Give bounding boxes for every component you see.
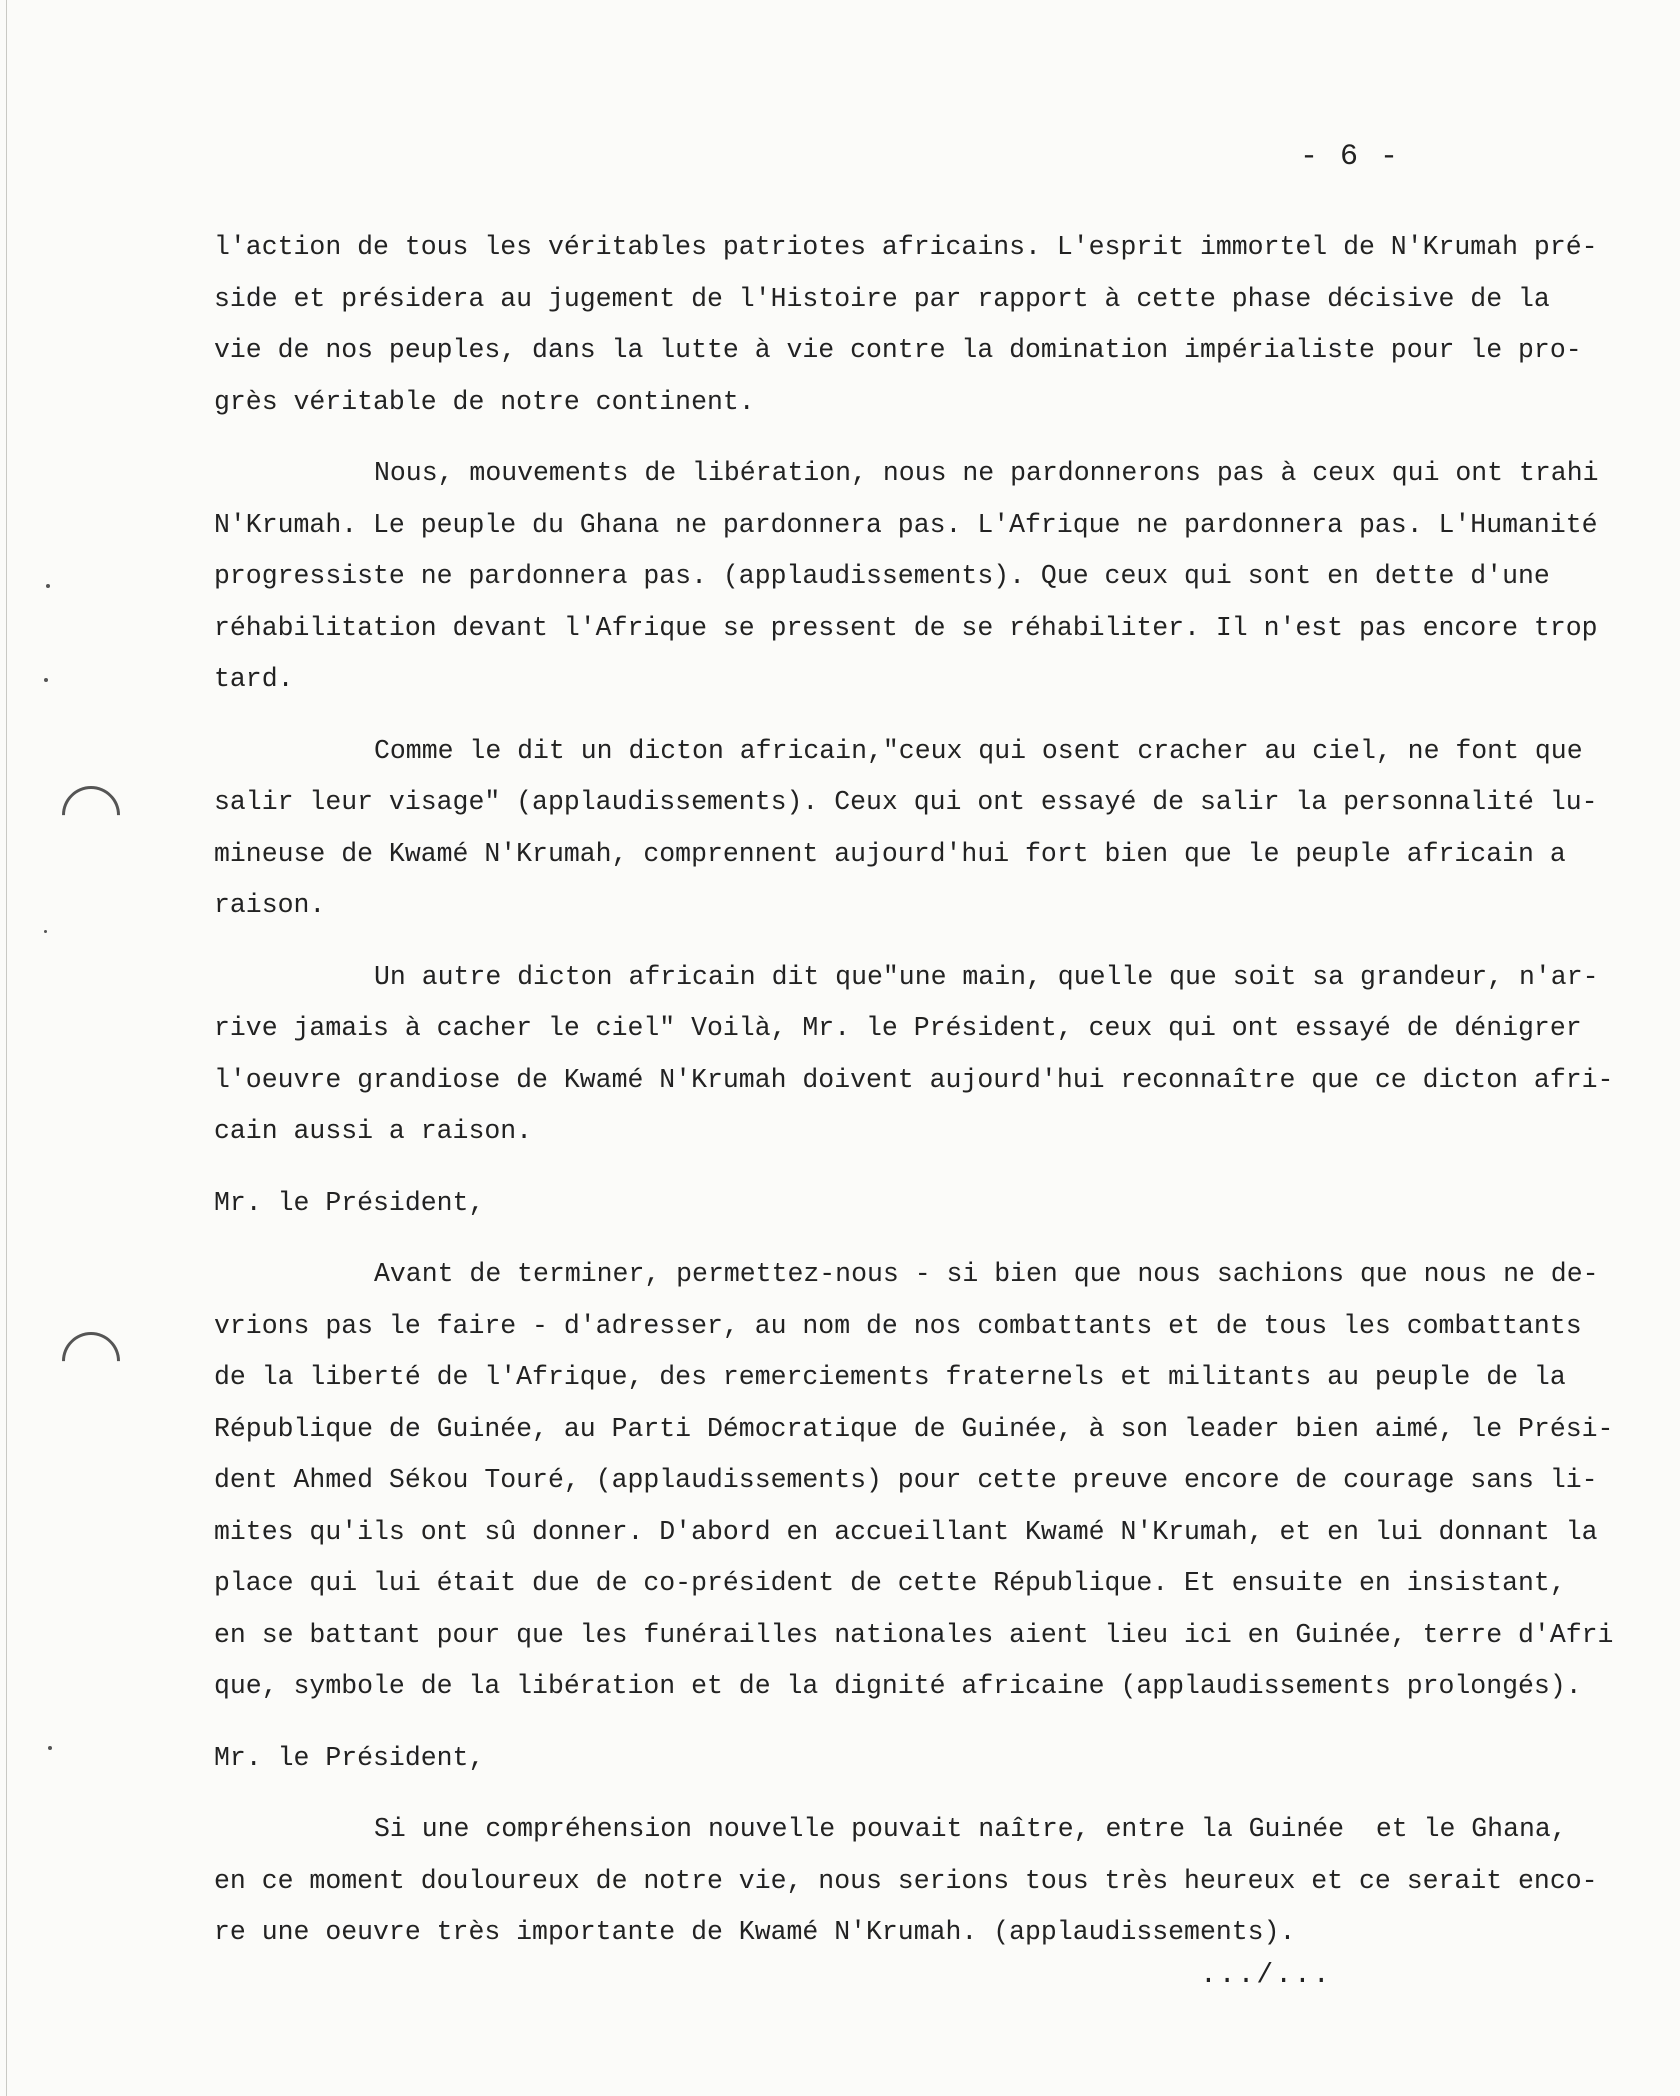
text-line: que, symbole de la libération et de la dignité africaine (applaudissements prolongés).	[214, 1671, 1582, 1701]
punch-hole-mark	[50, 774, 132, 856]
paragraph	[214, 222, 1604, 428]
text-line: cain aussi a raison.	[214, 1116, 533, 1146]
paragraph-spacer	[214, 932, 1604, 952]
text-line: en ce moment douloureux de notre vie, nous serions tous très heureux et ce serait enco-	[214, 1865, 1598, 1896]
paragraph	[214, 1249, 1614, 1713]
text-line: re une oeuvre très importante de Kwamé N'Krumah. (applaudissements).	[214, 1917, 1296, 1947]
text-line: en se battant pour que les funérailles nationales aient lieu ici en Guinée, terre d'Afri	[214, 1619, 1614, 1650]
text-line: salir leur visage" (applaudissements). Ceux qui ont essayé de salir la personnalité lu-	[214, 787, 1598, 817]
text-line: rive jamais à cacher le ciel" Voilà, Mr. le Président, ceux qui ont essayé de dénigrer	[214, 1013, 1582, 1043]
paragraph-spacer	[214, 1713, 1604, 1733]
text-line: mites qu'ils ont sû donner. D'abord en accueillant Kwamé N'Krumah, et en lui donnant la	[214, 1516, 1598, 1547]
text-line: vrions pas le faire - d'adresser, au nom de nos combattants et de tous les combattants	[214, 1310, 1582, 1341]
text-line: l'oeuvre grandiose de Kwamé N'Krumah doivent aujourd'hui reconnaître que ce dicton afri-	[214, 1064, 1614, 1095]
punch-hole-mark	[50, 1320, 132, 1402]
text-line: vie de nos peuples, dans la lutte à vie contre la domination impérialiste pour le pro-	[214, 335, 1582, 365]
text-line: tard.	[214, 664, 294, 694]
paragraph-spacer	[214, 1229, 1604, 1249]
paragraph	[214, 1178, 1604, 1230]
text-line: side et présidera au jugement de l'Histoire par rapport à cette phase décisive de la	[214, 283, 1550, 314]
text-line: Mr. le Président,	[214, 1187, 485, 1218]
text-line: grès véritable de notre continent.	[214, 386, 755, 417]
paragraph-spacer	[214, 1784, 1604, 1804]
paragraph	[214, 448, 1604, 706]
text-line: l'action de tous les véritables patriotes africains. L'esprit immortel de N'Krumah pré-	[214, 232, 1598, 262]
text-line: Comme le dit un dicton africain,"ceux qui osent cracher au ciel, ne font que	[374, 735, 1583, 766]
text-line: République de Guinée, au Parti Démocratique de Guinée, à son leader bien aimé, le Prési-	[214, 1413, 1614, 1444]
text-line: place qui lui était due de co-président de cette République. Et ensuite en insistant,	[214, 1568, 1566, 1598]
paragraph	[214, 952, 1614, 1158]
paragraph-spacer	[214, 706, 1604, 726]
text-line: Un autre dicton africain dit que"une main, quelle que soit sa grandeur, n'ar-	[374, 961, 1599, 992]
speck	[44, 930, 47, 933]
text-line: Avant de terminer, permettez-nous - si bien que nous sachions que nous ne de-	[374, 1259, 1599, 1289]
speck	[44, 678, 48, 682]
text-line: N'Krumah. Le peuple du Ghana ne pardonnera pas. L'Afrique ne pardonnera pas. L'Humanité	[214, 509, 1598, 540]
speck	[46, 584, 50, 588]
speck	[48, 1746, 52, 1750]
text-line: dent Ahmed Sékou Touré, (applaudissements) pour cette preuve encore de courage sans li-	[214, 1465, 1598, 1495]
paragraph-spacer	[214, 1158, 1604, 1178]
text-line: réhabilitation devant l'Afrique se pressent de se réhabiliter. Il n'est pas encore trop	[214, 612, 1598, 643]
text-line: raison.	[214, 890, 326, 920]
continuation-mark: .../...	[1200, 1960, 1332, 1991]
document-body	[214, 222, 1614, 1959]
page-number: - 6 -	[1299, 140, 1400, 174]
page-edge	[6, 0, 7, 2096]
paragraph-spacer	[214, 428, 1604, 448]
paragraph	[214, 726, 1604, 932]
text-line: Si une compréhension nouvelle pouvait naître, entre la Guinée et le Ghana,	[374, 1814, 1567, 1844]
text-line: Nous, mouvements de libération, nous ne pardonnerons pas à ceux qui ont trahi	[374, 458, 1599, 488]
text-line: mineuse de Kwamé N'Krumah, comprennent aujourd'hui fort bien que le peuple africain a	[214, 838, 1566, 869]
paragraph	[214, 1804, 1604, 1959]
text-line: progressiste ne pardonnera pas. (applaudissements). Que ceux qui sont en dette d'une	[214, 561, 1550, 591]
text-line: Mr. le Président,	[214, 1742, 485, 1773]
paragraph	[214, 1733, 1604, 1785]
text-line: de la liberté de l'Afrique, des remerciements fraternels et militants au peuple de la	[214, 1362, 1566, 1392]
